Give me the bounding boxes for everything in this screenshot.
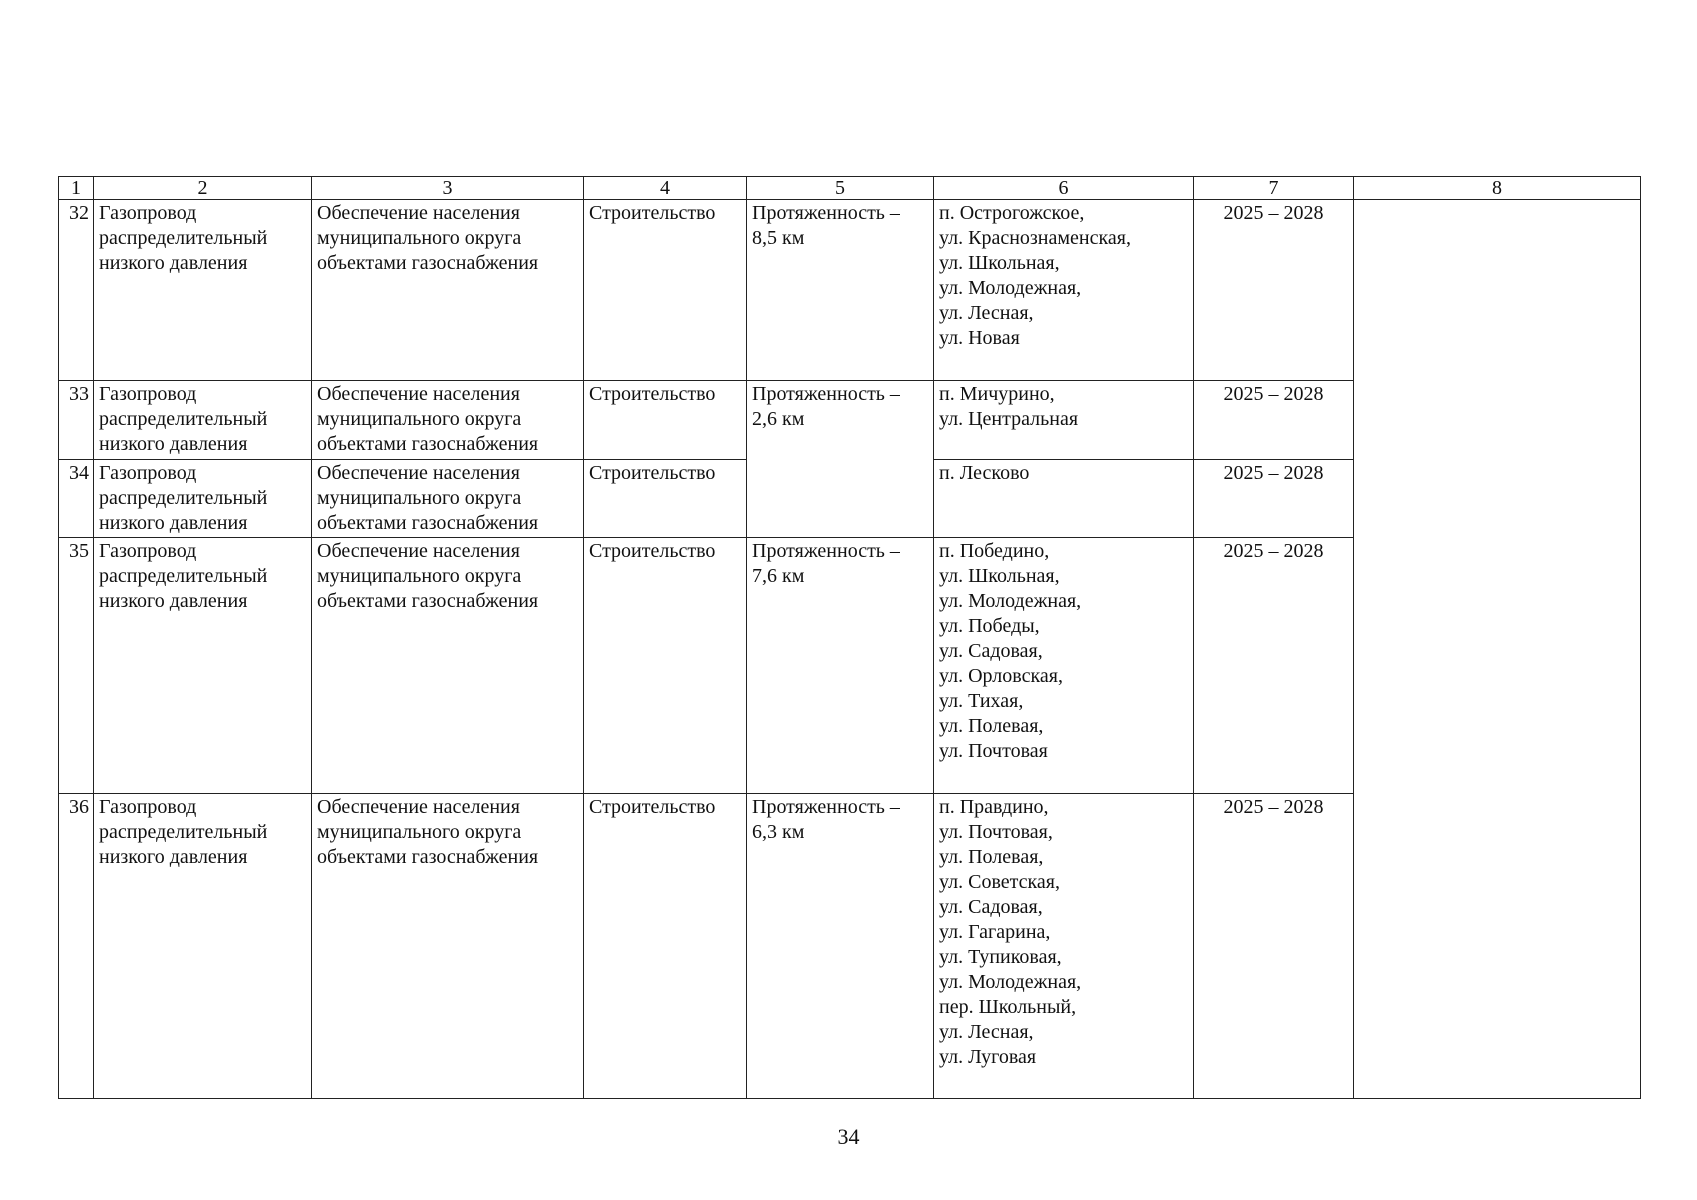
object-location: п. Лесково [934,460,1194,538]
row-number: 32 [59,200,94,381]
page-number: 34 [837,1124,860,1149]
object-location: п. Правдино, ул. Почтовая, ул. Полевая, ул. Советская, ул. Садовая, ул. Гагарина, ул. Тупиковая, ул. Молодежная, пер. Школьный, ул. Лесная, ул. Луговая [934,794,1194,1099]
object-purpose: Обеспечение населения муниципального округа объектами газоснабжения [312,538,584,794]
object-name: Газопровод распределительный низкого давления [94,538,312,794]
column-number-6: 6 [934,177,1194,200]
row-number: 33 [59,381,94,460]
row-number: 36 [59,794,94,1099]
object-length: Протяженность – 8,5 км [747,200,934,381]
object-purpose: Обеспечение населения муниципального округа объектами газоснабжения [312,200,584,381]
object-name: Газопровод распределительный низкого давления [94,200,312,381]
object-location: п. Мичурино, ул. Центральная [934,381,1194,460]
implementation-years: 2025 – 2028 [1194,538,1354,794]
object-length: Протяженность – 6,3 км [747,794,934,1099]
implementation-years: 2025 – 2028 [1194,794,1354,1099]
gas-pipeline-table [58,176,1641,1099]
row-number: 34 [59,460,94,538]
object-length: Протяженность – 7,6 км [747,538,934,794]
activity-type: Строительство [584,794,747,1099]
activity-type: Строительство [584,381,747,460]
activity-type: Строительство [584,538,747,794]
object-length: Протяженность – 2,6 км [747,381,934,538]
object-name: Газопровод распределительный низкого давления [94,794,312,1099]
column-number-1: 1 [59,177,94,200]
object-purpose: Обеспечение населения муниципального округа объектами газоснабжения [312,460,584,538]
object-location: п. Острогожское, ул. Краснознаменская, ул. Школьная, ул. Молодежная, ул. Лесная, ул. Новая [934,200,1194,381]
column-number-4: 4 [584,177,747,200]
column-number-row [59,177,1641,200]
object-name: Газопровод распределительный низкого давления [94,460,312,538]
object-purpose: Обеспечение населения муниципального округа объектами газоснабжения [312,381,584,460]
table-row [59,200,1641,381]
column-number-7: 7 [1194,177,1354,200]
column-number-5: 5 [747,177,934,200]
object-location: п. Победино, ул. Школьная, ул. Молодежная, ул. Победы, ул. Садовая, ул. Орловская, ул. Тихая, ул. Полевая, ул. Почтовая [934,538,1194,794]
column-8-empty-cell [1354,200,1641,1099]
object-purpose: Обеспечение населения муниципального округа объектами газоснабжения [312,794,584,1099]
implementation-years: 2025 – 2028 [1194,200,1354,381]
column-number-2: 2 [94,177,312,200]
implementation-years: 2025 – 2028 [1194,460,1354,538]
column-number-3: 3 [312,177,584,200]
activity-type: Строительство [584,200,747,381]
object-name: Газопровод распределительный низкого давления [94,381,312,460]
implementation-years: 2025 – 2028 [1194,381,1354,460]
column-number-8: 8 [1354,177,1641,200]
row-number: 35 [59,538,94,794]
activity-type: Строительство [584,460,747,538]
